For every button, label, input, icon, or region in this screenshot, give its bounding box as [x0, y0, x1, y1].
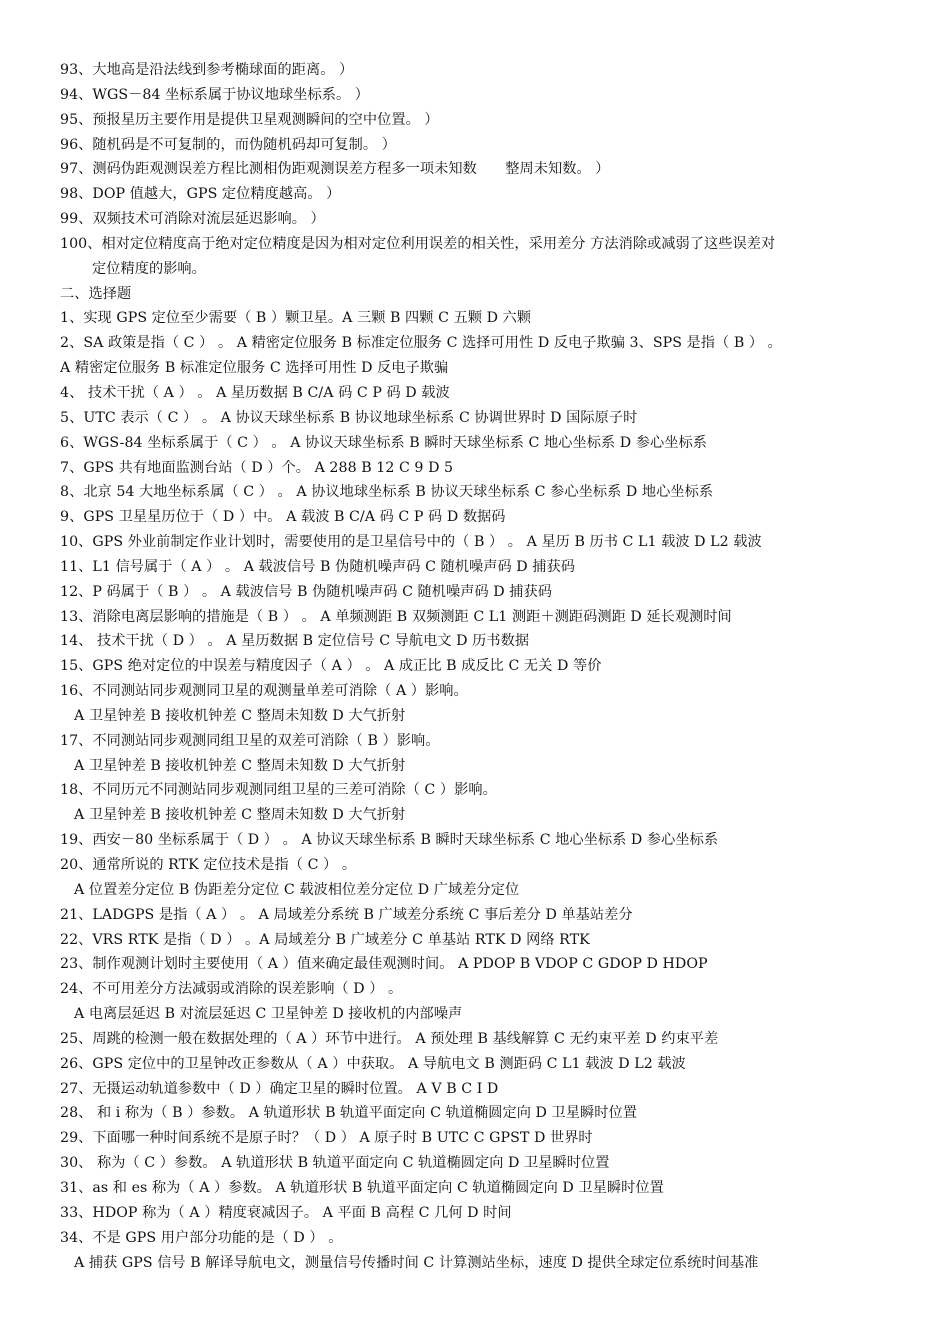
text-line: 8、北京 54 大地坐标系属（ C ） 。 A 协议地球坐标系 B 协议天球坐标系 C 参心坐标系 D 地心坐标系: [60, 484, 714, 501]
text-line: 26、GPS 定位中的卫星钟改正参数从（ A ）中获取。 A 导航电文 B 测距码 C L1 载波 D L2 载波: [60, 1055, 686, 1072]
text-line: 11、L1 信号属于（ A ） 。 A 载波信号 B 伪随机噪声码 C 随机噪声码 D 捕获码: [60, 558, 575, 575]
text-line: 95、预报星历主要作用是提供卫星观测瞬间的空中位置。 ）: [60, 111, 439, 128]
text-line: A 捕获 GPS 信号 B 解译导航电文，测量信号传播时间 C 计算测站坐标，速度 D 提供全球定位系统时间基准: [74, 1254, 759, 1271]
text-line: 28、 和 i 称为（ B ）参数。 A 轨道形状 B 轨道平面定向 C 轨道椭圆定向 D 卫星瞬时位置: [60, 1105, 637, 1122]
text-line: 94、WGS－84 坐标系属于协议地球坐标系。 ）: [60, 86, 370, 103]
text-line: 24、不可用差分方法减弱或消除的误差影响（ D ） 。: [60, 981, 403, 998]
text-line: 97、测码伪距观测误差方程比测相伪距观测误差方程多一项未知数 整周未知数。 ）: [60, 161, 610, 178]
text-line: 21、LADGPS 是指（ A ） 。 A 局域差分系统 B 广域差分系统 C 事后差分 D 单基站差分: [60, 906, 633, 923]
text-line: 10、GPS 外业前制定作业计划时，需要使用的是卫星信号中的（ B ） 。 A 星历 B 历书 C L1 载波 D L2 载波: [60, 534, 762, 551]
text-line: 34、不是 GPS 用户部分功能的是（ D ） 。: [60, 1229, 343, 1246]
text-line: A 电离层延迟 B 对流层延迟 C 卫星钟差 D 接收机的内部噪声: [74, 1006, 463, 1023]
text-line: 100、相对定位精度高于绝对定位精度是因为相对定位利用误差的相关性，采用差分 方法消除或减弱了这些误差对: [60, 235, 776, 252]
text-line: 4、 技术干扰（ A ） 。 A 星历数据 B C/A 码 C P 码 D 载波: [60, 384, 450, 401]
text-line: 1、实现 GPS 定位至少需要（ B ）颗卫星。A 三颗 B 四颗 C 五颗 D 六颗: [60, 310, 532, 327]
text-line: 18、不同历元不同测站同步观测同组卫星的三差可消除（ C ）影响。: [60, 782, 497, 799]
text-line: 9、GPS 卫星星历位于（ D ）中。 A 载波 B C/A 码 C P 码 D 数据码: [60, 509, 506, 526]
text-line: 2、SA 政策是指（ C ） 。 A 精密定位服务 B 标准定位服务 C 选择可用性 D 反电子欺骗 3、SPS 是指（ B ） 。: [60, 335, 782, 352]
text-line: 30、 称为（ C ）参数。 A 轨道形状 B 轨道平面定向 C 轨道椭圆定向 D 卫星瞬时位置: [60, 1155, 610, 1172]
text-line: 33、HDOP 称为（ A ）精度衰减因子。 A 平面 B 高程 C 几何 D 时间: [60, 1204, 512, 1221]
text-line: 13、消除电离层影响的措施是（ B ） 。 A 单频测距 B 双频测距 C L1 测距＋测距码测距 D 延长观测时间: [60, 608, 732, 625]
text-line: 22、VRS RTK 是指（ D ） 。A 局域差分 B 广域差分 C 单基站 RTK D 网络 RTK: [60, 931, 590, 948]
text-line: 17、不同测站同步观测同组卫星的双差可消除（ B ）影响。: [60, 732, 440, 749]
text-line: 二、选择题: [60, 285, 132, 302]
text-line: 14、 技术干扰（ D ） 。 A 星历数据 B 定位信号 C 导航电文 D 历书数据: [60, 633, 530, 650]
text-line: 16、不同测站同步观测同卫星的观测量单差可消除（ A ）影响。: [60, 683, 468, 700]
document-page: [60, 58, 905, 1275]
text-line: 99、双频技术可消除对流层延迟影响。 ）: [60, 211, 325, 228]
text-line: 7、GPS 共有地面监测台站（ D ）个。 A 288 B 12 C 9 D 5: [60, 459, 454, 476]
text-line: 98、DOP 值越大，GPS 定位精度越高。 ）: [60, 186, 341, 203]
text-line: 12、P 码属于（ B ） 。 A 载波信号 B 伪随机噪声码 C 随机噪声码 D 捕获码: [60, 583, 552, 600]
text-line: 93、大地高是沿法线到参考椭球面的距离。 ）: [60, 62, 354, 78]
text-line: 25、周跳的检测一般在数据处理的（ A ）环节中进行。 A 预处理 B 基线解算 C 无约束平差 D 约束平差: [60, 1030, 719, 1047]
text-line: 96、随机码是不可复制的，而伪随机码却可复制。 ）: [60, 136, 396, 153]
text-line: A 卫星钟差 B 接收机钟差 C 整周未知数 D 大气折射: [74, 807, 406, 824]
text-line: 5、UTC 表示（ C ） 。 A 协议天球坐标系 B 协议地球坐标系 C 协调世界时 D 国际原子时: [60, 409, 638, 426]
text-line: 15、GPS 绝对定位的中误差与精度因子（ A ） 。 A 成正比 B 成反比 C 无关 D 等价: [60, 658, 602, 675]
text-line: 定位精度的影响。: [92, 260, 206, 277]
text-line: 31、as 和 es 称为（ A ）参数。 A 轨道形状 B 轨道平面定向 C 轨道椭圆定向 D 卫星瞬时位置: [60, 1179, 664, 1196]
text-line: 29、下面哪一种时间系统不是原子时？（ D ） A 原子时 B UTC C GPST D 世界时: [60, 1130, 593, 1147]
text-line: A 卫星钟差 B 接收机钟差 C 整周未知数 D 大气折射: [74, 757, 406, 774]
text-line: A 卫星钟差 B 接收机钟差 C 整周未知数 D 大气折射: [74, 707, 406, 724]
text-line: A 位置差分定位 B 伪距差分定位 C 载波相位差分定位 D 广域差分定位: [74, 881, 520, 898]
text-line: 23、制作观测计划时主要使用（ A ）值来确定最佳观测时间。 A PDOP B VDOP C GDOP D HDOP: [60, 956, 708, 973]
text-line: 6、WGS-84 坐标系属于（ C ） 。 A 协议天球坐标系 B 瞬时天球坐标系 C 地心坐标系 D 参心坐标系: [60, 434, 707, 451]
text-line: 27、无摄运动轨道参数中（ D ）确定卫星的瞬时位置。 A V B C I D: [60, 1080, 499, 1097]
text-line: 20、通常所说的 RTK 定位技术是指（ C ） 。: [60, 857, 357, 873]
text-line: A 精密定位服务 B 标准定位服务 C 选择可用性 D 反电子欺骗: [60, 360, 449, 377]
text-line: 19、西安－80 坐标系属于（ D ） 。 A 协议天球坐标系 B 瞬时天球坐标系 C 地心坐标系 D 参心坐标系: [60, 832, 719, 849]
